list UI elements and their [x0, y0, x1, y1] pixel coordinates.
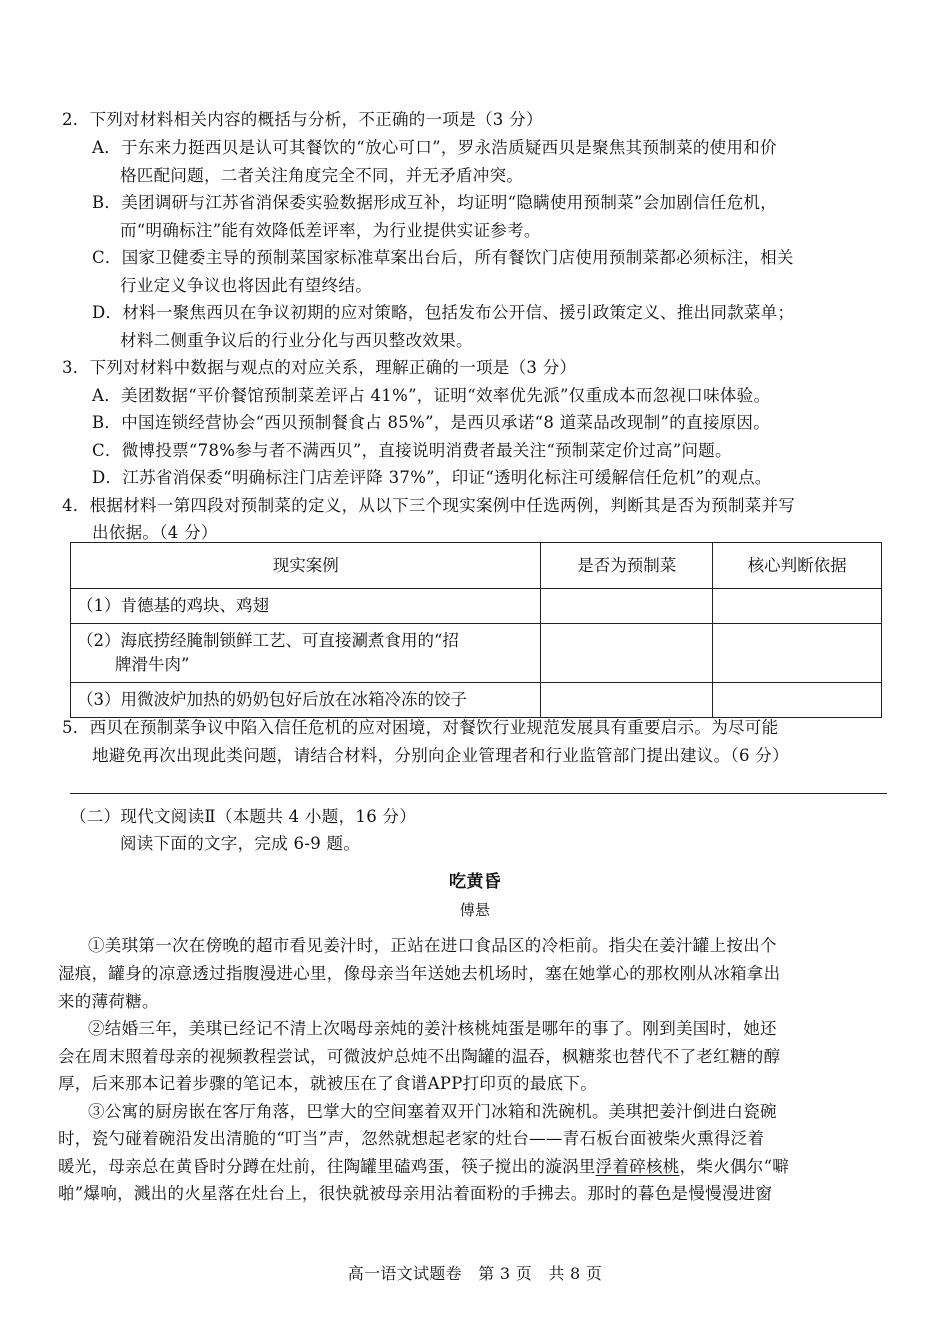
section2-heading: （二）现代文阅读Ⅱ（本题共 4 小题，16 分） — [70, 807, 417, 826]
paragraph-3-line4: 啪”爆响，溅出的火星落在灶台上，很快就被母亲用沾着面粉的手拂去。那时的暮色是慢慢漫进窗 — [58, 1184, 773, 1203]
paragraph-2-line1: ②结婚三年，美琪已经记不清上次喝母亲炖的姜汁核桃炖蛋是哪年的事了。刚到美国时，她还 — [88, 1019, 777, 1038]
q2-option-a-line2: 格匹配问题，二者关注角度完全不同，并无矛盾冲突。 — [120, 166, 524, 185]
q3-option-c: C．微博投票“78%参与者不满西贝”，直接说明消费者最关注“预制菜定价过高”问题。 — [92, 441, 732, 460]
q3-option-a: A．美团数据“平价餐馆预制菜差评占 41%”，证明“效率优先派”仅重成本而忽视口味体验。 — [92, 386, 771, 405]
q2-option-d-line1: D．材料一聚焦西贝在争议初期的应对策略，包括发布公开信、援引政策定义、推出同款菜单； — [92, 303, 795, 322]
table-row — [71, 589, 882, 624]
q2-stem: 2．下列对材料相关内容的概括与分析，不正确的一项是（3 分） — [62, 110, 543, 129]
case-cell — [71, 624, 541, 683]
q2-option-c-line1: C．国家卫健委主导的预制菜国家标准草案出台后，所有餐饮门店使用预制菜都必须标注，相关 — [92, 248, 794, 267]
paragraph-3-line3-part1: 暖光，母亲总在黄昏时分蹲在灶前，往陶罐里磕鸡蛋，筷子搅出的漩涡里 — [58, 1157, 596, 1176]
case-text: （2）海底捞经腌制锁鲜工艺、可直接涮煮食用的“招 — [77, 631, 459, 650]
q2-option-b-line1: B．美团调研与江苏省消保委实验数据形成互补，均证明“隐瞒使用预制菜”会加剧信任危机， — [92, 193, 778, 212]
answer-cell-basis[interactable] — [713, 683, 882, 718]
case-text: （1）肯德基的鸡块、鸡翅 — [77, 596, 269, 615]
paragraph-1-line1: ①美琪第一次在傍晚的超市看见姜汁时，正站在进口食品区的冷柜前。指尖在姜汁罐上按出个 — [88, 936, 777, 955]
q3-stem: 3．下列对材料中数据与观点的对应关系，理解正确的一项是（3 分） — [62, 358, 577, 377]
table-header-row — [71, 543, 882, 589]
paragraph-3-line3 — [58, 1155, 789, 1179]
q4-stem-line1: 4．根据材料一第四段对预制菜的定义，从以下三个现实案例中任选两例，判断其是否为预制菜并写 — [62, 496, 796, 515]
q2-option-c-line2: 行业定义争议也将因此有望终结。 — [120, 276, 372, 295]
header-basis: 核心判断依据 — [713, 543, 882, 589]
answer-cell-judgement[interactable] — [541, 589, 713, 624]
paragraph-1-line3: 来的薄荷糖。 — [58, 992, 159, 1011]
paragraph-2-line2: 会在周末照着母亲的视频教程尝试，可微波炉总炖不出陶罐的温吞，枫糖浆也替代不了老红糖的醇 — [58, 1047, 781, 1066]
case-cell — [71, 683, 541, 718]
q3-option-b: B．中国连锁经营协会“西贝预制餐食占 85%”，是西贝承诺“8 道菜品改现制”的直接原因。 — [92, 413, 771, 432]
answer-cell-judgement[interactable] — [541, 624, 713, 683]
case-cell — [71, 589, 541, 624]
q5-line1: 5．西贝在预制菜争议中陷入信任危机的应对困境，对餐饮行业规范发展具有重要启示。为尽可能 — [62, 718, 779, 737]
q2-option-a-line1: A．于东来力挺西贝是认可其餐饮的“放心可口”，罗永浩质疑西贝是聚焦其预制菜的使用和价 — [92, 138, 777, 157]
case-judgement-table — [70, 542, 882, 718]
answer-cell-judgement[interactable] — [541, 683, 713, 718]
article-title: 吃黄昏 — [449, 872, 501, 892]
article-author: 傅悬 — [459, 901, 491, 919]
paragraph-1-line2: 湿痕，罐身的凉意透过指腹漫进心里，像母亲当年送她去机场时，塞在她掌心的那枚刚从冰箱拿出 — [58, 964, 781, 983]
section-divider — [70, 793, 887, 794]
section2-instruction: 阅读下面的文字，完成 6-9 题。 — [120, 834, 361, 853]
header-is-prepared: 是否为预制菜 — [541, 543, 713, 589]
q2-option-d-line2: 材料二侧重争议后的行业分化与西贝整改效果。 — [120, 331, 473, 350]
case-text-continued: 牌滑牛肉” — [115, 655, 190, 674]
paragraph-3-line1: ③公寓的厨房嵌在客厅角落，巴掌大的空间塞着双开门冰箱和洗碗机。美琪把姜汁倒进白瓷碗 — [88, 1102, 777, 1121]
table-row — [71, 683, 882, 718]
page-footer: 高一语文试题卷 第 3 页 共 8 页 — [347, 1264, 603, 1283]
paragraph-3-line2: 时，瓷勺碰着碗沿发出清脆的“叮当”声，忽然就想起老家的灶台——青石板台面被柴火熏得泛着 — [58, 1129, 765, 1148]
q4-stem-line2: 出依据。（4 分） — [92, 523, 218, 542]
case-text: （3）用微波炉加热的奶奶包好后放在冰箱冷冻的饺子 — [77, 690, 467, 709]
header-case: 现实案例 — [71, 543, 541, 589]
paragraph-2-line3: 厚，后来那本记着步骤的笔记本，就被压在了食谱APP打印页的最底下。 — [58, 1074, 598, 1093]
paragraph-3-line3-part2: ，柴火偶尔“噼 — [679, 1157, 790, 1176]
answer-cell-basis[interactable] — [713, 589, 882, 624]
q2-option-b-line2: 而“明确标注”能有效降低差评率，为行业提供实证参考。 — [120, 221, 541, 240]
q3-option-d: D．江苏省消保委“明确标注门店差评降 37%”，印证“透明化标注可缓解信任危机”的观点。 — [92, 468, 772, 487]
answer-cell-basis[interactable] — [713, 624, 882, 683]
table-row — [71, 624, 882, 683]
underlined-phrase: 浮着碎核桃 — [595, 1157, 680, 1176]
q5-line2: 地避免再次出现此类问题，请结合材料，分别向企业管理者和行业监管部门提出建议。（6 分） — [92, 746, 789, 765]
